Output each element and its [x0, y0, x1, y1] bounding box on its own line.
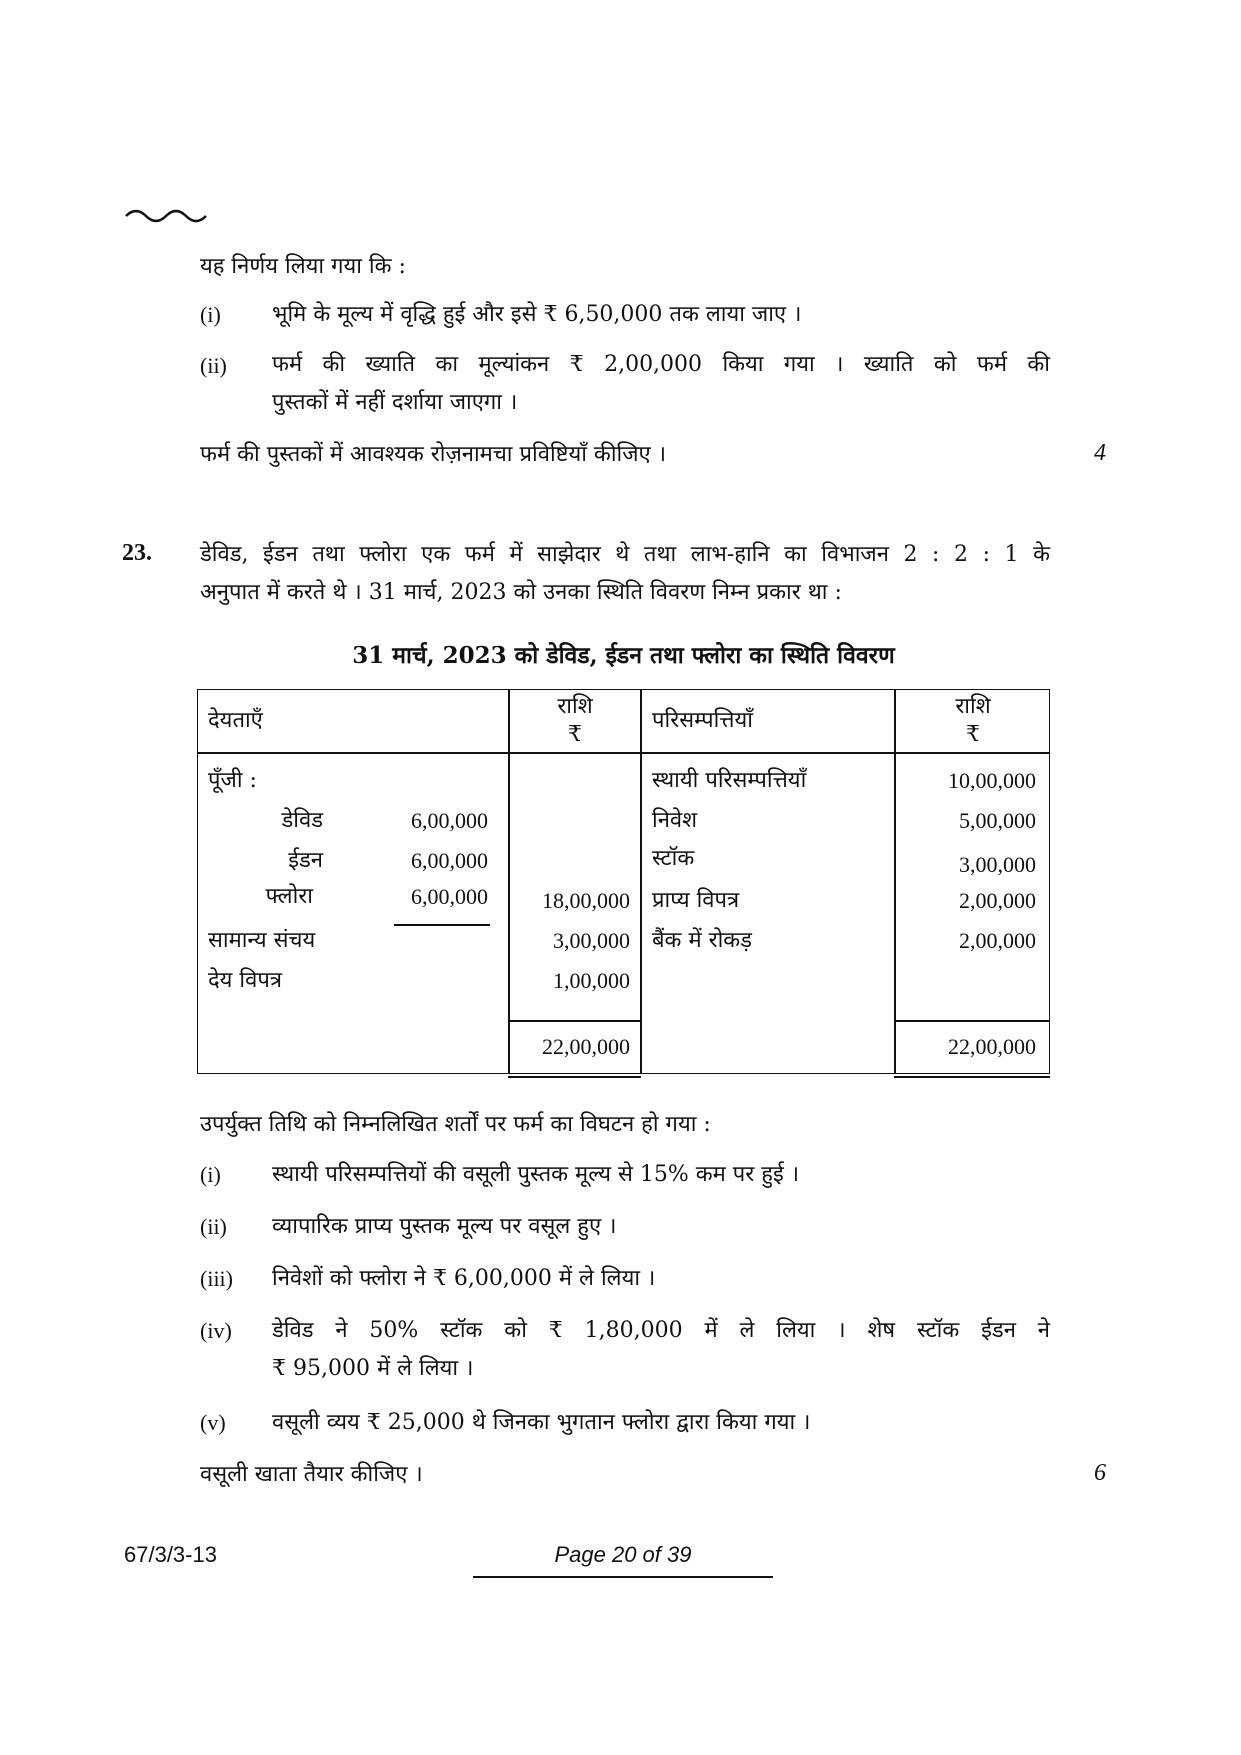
continuation-wave-mark [124, 204, 214, 224]
term-number: (v) [200, 1410, 226, 1435]
header-amount-unit: ₹ [568, 722, 582, 747]
paper-code: 67/3/3-13 [124, 1542, 217, 1567]
term-text: निवेशों को फ्लोरा ने ₹ 6,00,000 में ले लिया । [272, 1266, 656, 1291]
bills-payable-label: देय विपत्र [208, 968, 283, 993]
asset-amount: 2,00,000 [959, 928, 1036, 953]
assets-total: 22,00,000 [948, 1034, 1036, 1059]
item-text-line1: फर्म की ख्याति का मूल्यांकन ₹ 2,00,000 किया गया । ख्याति को फर्म की [272, 352, 1050, 377]
partner-name: ईडन [288, 848, 323, 873]
question-text-line1: डेविड, ईडन तथा फ्लोरा एक फर्म में साझेदार थे तथा लाभ-हानि का विभाजन 2 : 2 : 1 के [200, 542, 1050, 567]
asset-label: स्टॉक [652, 846, 695, 871]
item-number: (i) [200, 302, 221, 327]
bills-payable-amount: 1,00,000 [553, 968, 630, 993]
journal-instruction: फर्म की पुस्तकों में आवश्यक रोज़नामचा प्रविष्टियाँ कीजिए । [200, 442, 667, 467]
partner-name: फ्लोरा [265, 884, 313, 909]
asset-label: बैंक में रोकड़ [652, 928, 752, 953]
balance-sheet-table [197, 689, 1050, 1074]
general-reserve-amount: 3,00,000 [553, 928, 630, 953]
header-amount: राशि [955, 694, 991, 719]
capital-total: 18,00,000 [542, 888, 630, 913]
asset-amount: 3,00,000 [959, 852, 1036, 877]
term-text: वसूली व्यय ₹ 25,000 थे जिनका भुगतान फ्लोरा द्वारा किया गया । [272, 1410, 811, 1435]
term-number: (ii) [200, 1214, 227, 1239]
general-reserve-label: सामान्य संचय [208, 928, 316, 953]
item-text: भूमि के मूल्य में वृद्धि हुई और इसे ₹ 6,50,000 तक लाया जाए । [272, 302, 802, 327]
decision-intro: यह निर्णय लिया गया कि : [200, 254, 406, 279]
asset-amount: 10,00,000 [948, 768, 1036, 793]
item-number: (ii) [200, 353, 227, 378]
header-assets: परिसम्पत्तियाँ [652, 708, 753, 733]
marks: 4 [1094, 440, 1106, 466]
asset-label: प्राप्य विपत्र [652, 888, 740, 913]
capital-label: पूँजी : [208, 768, 257, 793]
marks: 6 [1094, 1460, 1106, 1486]
partner-capital: 6,00,000 [411, 884, 488, 909]
term-text-line1: डेविड ने 50% स्टॉक को ₹ 1,80,000 में ले लिया । शेष स्टॉक ईडन ने [272, 1318, 1050, 1343]
term-number: (i) [200, 1162, 221, 1187]
term-text-line2: ₹ 95,000 में ले लिया । [272, 1356, 474, 1381]
term-text: स्थायी परिसम्पत्तियों की वसूली पुस्तक मूल्य से 15% कम पर हुई । [272, 1162, 800, 1187]
header-liabilities: देयताएँ [208, 708, 263, 733]
asset-amount: 5,00,000 [959, 808, 1036, 833]
partner-capital: 6,00,000 [411, 808, 488, 833]
partner-capital: 6,00,000 [411, 848, 488, 873]
term-number: (iii) [200, 1266, 233, 1291]
table-title: 31 मार्च, 2023 को डेविड, ईडन तथा फ्लोरा का स्थिति विवरण [352, 642, 895, 669]
term-text: व्यापारिक प्राप्य पुस्तक मूल्य पर वसूल हुए । [272, 1214, 617, 1239]
asset-amount: 2,00,000 [959, 888, 1036, 913]
footer-rule [473, 1576, 773, 1578]
question-text-line2: अनुपात में करते थे । 31 मार्च, 2023 को उनका स्थिति विवरण निम्न प्रकार था : [200, 580, 842, 605]
header-amount-unit: ₹ [966, 722, 980, 747]
asset-label: निवेश [652, 808, 698, 833]
item-text-line2: पुस्तकों में नहीं दर्शाया जाएगा । [272, 390, 518, 415]
partner-name: डेविड [281, 808, 323, 833]
term-number: (iv) [200, 1318, 232, 1343]
realisation-instruction: वसूली खाता तैयार कीजिए । [200, 1462, 423, 1487]
liabilities-total: 22,00,000 [542, 1034, 630, 1059]
question-number: 23. [122, 540, 152, 566]
asset-label: स्थायी परिसम्पत्तियाँ [652, 768, 807, 793]
dissolution-intro: उपर्युक्त तिथि को निम्नलिखित शर्तों पर फर्म का विघटन हो गया : [200, 1112, 711, 1137]
header-amount: राशि [557, 694, 593, 719]
page-number: Page 20 of 39 [554, 1542, 692, 1567]
